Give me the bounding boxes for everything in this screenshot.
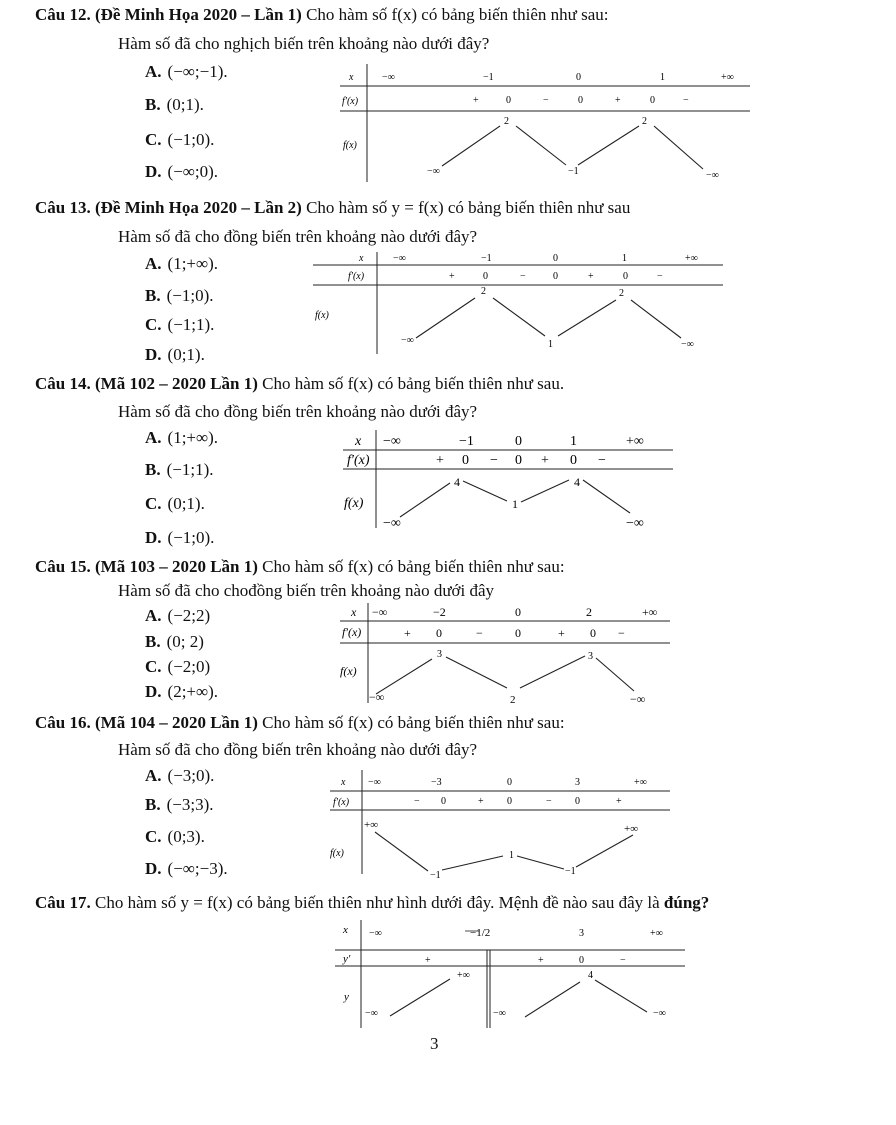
increasing-arrow (416, 298, 475, 338)
sign: 0 (436, 626, 442, 640)
f-value: 2 (619, 288, 624, 299)
sign: 0 (575, 796, 580, 807)
sign: + (404, 626, 411, 640)
f-value: −1 (430, 870, 441, 881)
option-a[interactable]: A. (−2;2) (145, 606, 211, 625)
fprime-label: f′(x) (342, 96, 359, 107)
x-value: +∞ (626, 434, 644, 449)
x-value: −1/2 (470, 927, 491, 939)
x-value: −∞ (368, 777, 381, 788)
option-c[interactable]: C. (0;3). (145, 827, 205, 846)
option-c[interactable]: C. (−2;0) (145, 657, 211, 676)
f-value: −∞ (383, 516, 401, 531)
f-value: −∞ (630, 692, 646, 706)
fprime-label: f′(x) (347, 453, 370, 468)
question-header: Câu 14. (Mã 102 – 2020 Lần 1) Cho hàm số f(x) có bảng biến thiên như sau. (35, 374, 565, 393)
x-value: +∞ (634, 777, 647, 788)
f-label: f(x) (315, 310, 329, 321)
x-value: −2 (433, 605, 446, 619)
sign: + (541, 453, 549, 468)
option-b[interactable]: B. (−1;0). (145, 286, 214, 305)
increasing-arrow (442, 126, 500, 166)
sign: − (546, 796, 552, 807)
x-value: 1 (660, 72, 665, 83)
option-d[interactable]: D. (−∞;0). (145, 162, 219, 181)
increasing-arrow (558, 300, 616, 336)
question-stem: Hàm số đã cho nghịch biến trên khoảng nào dưới đây? (118, 34, 490, 53)
sign: + (588, 271, 594, 282)
increasing-arrow (390, 979, 450, 1016)
x-value: 0 (515, 434, 522, 449)
f-value: −∞ (369, 690, 385, 704)
option-d[interactable]: D. (0;1). (145, 345, 205, 364)
x-value: 0 (507, 777, 512, 788)
question-stem: Hàm số đã cho chođồng biến trên khoảng nào dưới đây (118, 581, 495, 600)
page-number: 3 (430, 1034, 439, 1053)
option-d[interactable]: D. (−∞;−3). (145, 859, 228, 878)
option-c[interactable]: C. (−1;1). (145, 315, 215, 334)
x-value: +∞ (650, 928, 663, 939)
sign: 0 (590, 626, 596, 640)
x-value: +∞ (685, 253, 698, 264)
x-value: 3 (575, 777, 580, 788)
sign: − (618, 626, 625, 640)
f-value: 4 (574, 475, 580, 489)
sign: − (543, 95, 549, 106)
increasing-arrow (521, 480, 569, 502)
x-value: 0 (553, 253, 558, 264)
sign: − (657, 271, 663, 282)
option-b[interactable]: B. (−3;3). (145, 795, 214, 814)
sign: 0 (441, 796, 446, 807)
f-value: 2 (642, 116, 647, 127)
y-label: y (344, 991, 349, 1003)
f-value: 1 (548, 339, 553, 350)
x-value: −1 (483, 72, 494, 83)
decreasing-arrow (517, 856, 564, 869)
question-stem: Hàm số đã cho đồng biến trên khoảng nào dưới đây? (118, 402, 478, 421)
sign: 0 (483, 271, 488, 282)
f-label: f(x) (340, 664, 357, 678)
f-value: 3 (588, 651, 593, 662)
f-label: f(x) (344, 496, 364, 511)
decreasing-arrow (446, 657, 507, 688)
option-b[interactable]: B. (−1;1). (145, 460, 214, 479)
x-label: x (343, 924, 348, 936)
variation-table (313, 252, 723, 354)
sign: 0 (506, 95, 511, 106)
increasing-arrow (520, 656, 585, 688)
sign: + (538, 955, 544, 966)
y-value: −∞ (653, 1008, 666, 1019)
sign: − (490, 453, 498, 468)
f-value: −∞ (626, 516, 644, 531)
x-value: 0 (515, 605, 521, 619)
option-b[interactable]: B. (0; 2) (145, 632, 204, 651)
x-value: −1 (459, 434, 474, 449)
yprime-label: y′ (343, 953, 351, 965)
x-value: −1 (481, 253, 492, 264)
x-value: 1 (570, 434, 577, 449)
x-label: x (359, 253, 364, 264)
sign: − (520, 271, 526, 282)
f-label: f(x) (343, 140, 357, 151)
f-value: 1 (512, 497, 518, 511)
sign: + (558, 626, 565, 640)
f-value: −∞ (401, 335, 414, 346)
decreasing-arrow (375, 832, 428, 871)
sign: + (478, 796, 484, 807)
question-header: Câu 17. Cho hàm số y = f(x) có bảng biến thiên như hình dưới đây. Mệnh đề nào sau đây là đúng? (35, 893, 710, 912)
f-value: −1 (565, 866, 576, 877)
sign: 0 (515, 453, 522, 468)
variation-table (340, 603, 670, 707)
x-value: +∞ (642, 605, 658, 619)
decreasing-arrow (583, 480, 630, 513)
f-value: 2 (510, 694, 516, 706)
f-value: −∞ (681, 339, 694, 350)
x-value: −∞ (393, 253, 406, 264)
x-value: −∞ (372, 605, 388, 619)
x-value: 3 (579, 928, 584, 939)
sign: − (414, 796, 420, 807)
fprime-label: f′(x) (342, 625, 362, 639)
f-value: +∞ (624, 823, 639, 835)
f-value: 2 (481, 286, 486, 297)
y-value: −∞ (365, 1008, 378, 1019)
x-value: +∞ (721, 72, 734, 83)
sign: 0 (515, 626, 521, 640)
x-label: x (341, 777, 346, 788)
increasing-arrow (400, 483, 450, 517)
f-value: −∞ (427, 166, 440, 177)
fprime-label: f′(x) (348, 271, 365, 282)
sign: 0 (462, 453, 469, 468)
variation-table (343, 430, 673, 530)
question-header: Câu 12. (Đề Minh Họa 2020 – Lần 1) Cho hàm số f(x) có bảng biến thiên như sau: (35, 5, 609, 24)
sign: 0 (578, 95, 583, 106)
sign: 0 (623, 271, 628, 282)
sign: − (476, 626, 483, 640)
x-value: 2 (586, 605, 592, 619)
question-header: Câu 16. (Mã 104 – 2020 Lần 1) Cho hàm số f(x) có bảng biến thiên như sau: (35, 713, 565, 732)
decreasing-arrow (654, 126, 703, 169)
f-value: 2 (504, 116, 509, 127)
x-value: −∞ (383, 434, 401, 449)
f-value: 4 (454, 475, 460, 489)
option-c[interactable]: C. (0;1). (145, 494, 205, 513)
x-value: −3 (431, 777, 442, 788)
sign: − (598, 453, 606, 468)
decreasing-arrow (596, 658, 634, 691)
x-label: x (349, 72, 354, 83)
option-d[interactable]: D. (−1;0). (145, 528, 215, 547)
f-value: −1 (568, 166, 579, 177)
sign: + (473, 95, 479, 106)
x-value: −∞ (369, 928, 382, 939)
x-label: x (351, 605, 357, 619)
increasing-arrow (442, 856, 503, 870)
increasing-arrow (576, 835, 633, 867)
sign: + (616, 796, 622, 807)
option-a[interactable]: A. (−∞;−1). (145, 62, 228, 81)
f-value: 3 (437, 649, 442, 660)
y-value: −∞ (493, 1008, 506, 1019)
question-header: Câu 15. (Mã 103 – 2020 Lần 1) Cho hàm số f(x) có bảng biến thiên như sau: (35, 557, 565, 576)
sign: 0 (553, 271, 558, 282)
decreasing-arrow (493, 298, 545, 336)
x-value: 1 (622, 253, 627, 264)
increasing-arrow (376, 659, 432, 694)
question-stem: Hàm số đã cho đồng biến trên khoảng nào dưới đây? (118, 227, 478, 246)
y-value: 4 (588, 970, 593, 981)
sign: + (615, 95, 621, 106)
variation-table (330, 770, 670, 881)
x-label: x (355, 434, 362, 449)
question-stem: Hàm số đã cho đồng biến trên khoảng nào dưới đây? (118, 740, 478, 759)
option-c[interactable]: C. (−1;0). (145, 130, 215, 149)
x-value: 0 (576, 72, 581, 83)
option-b[interactable]: B. (0;1). (145, 95, 204, 114)
f-value: −∞ (706, 170, 719, 181)
sign: 0 (507, 796, 512, 807)
sign: 0 (650, 95, 655, 106)
sign: + (436, 453, 444, 468)
option-a[interactable]: A. (1;+∞). (145, 254, 219, 273)
decreasing-arrow (516, 126, 566, 165)
f-value: +∞ (364, 819, 379, 831)
sign: + (425, 955, 431, 966)
question-header: Câu 13. (Đề Minh Họa 2020 – Lần 2) Cho hàm số y = f(x) có bảng biến thiên như sau (35, 198, 631, 217)
sign: + (449, 271, 455, 282)
decreasing-arrow (463, 481, 507, 501)
f-label: f(x) (330, 848, 344, 859)
sign: − (620, 955, 626, 966)
increasing-arrow (578, 126, 639, 165)
variation-table (335, 920, 685, 1030)
sign: 0 (570, 453, 577, 468)
increasing-arrow (525, 982, 580, 1017)
decreasing-arrow (595, 980, 647, 1012)
x-value: −∞ (382, 72, 395, 83)
y-value: +∞ (457, 970, 470, 981)
sign: − (683, 95, 689, 106)
fprime-label: f′(x) (333, 797, 350, 808)
option-a[interactable]: A. (−3;0). (145, 766, 215, 785)
decreasing-arrow (631, 300, 681, 338)
sign: 0 (579, 955, 584, 966)
f-value: 1 (509, 850, 514, 861)
variation-table (340, 64, 750, 182)
option-d[interactable]: D. (2;+∞). (145, 682, 219, 701)
option-a[interactable]: A. (1;+∞). (145, 428, 219, 447)
